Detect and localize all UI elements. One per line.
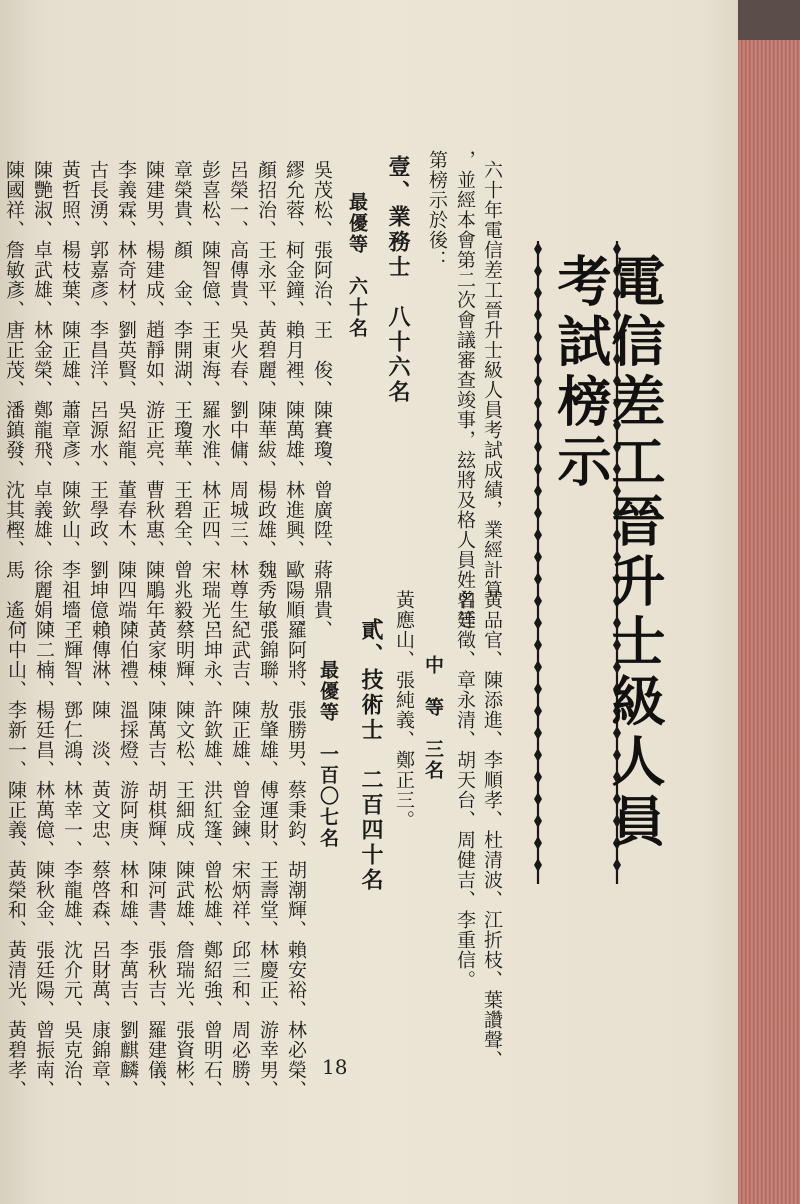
diamond-ornament [534, 528, 542, 542]
diamond-ornament [534, 770, 542, 784]
diamond-ornament [534, 418, 542, 432]
diamond-ornament [534, 550, 542, 564]
book-cover-corner [738, 0, 800, 40]
diamond-ornament [534, 660, 542, 674]
business-top-line-5: 彭喜松、陳智億、王東海、羅水淮、林正四、宋瑞光、 [199, 160, 221, 640]
technical-top-line-8: 賴傳淋、陳 淡、黃文忠、蔡啓森、呂財萬、康錦章、 [89, 620, 111, 1100]
business-top-line-10: 黃哲照、楊枝葉、陳正雄、蕭章彥、陳欽山、李祖墻。 [59, 160, 81, 640]
diamond-ornament [534, 682, 542, 696]
mid-rank-line-1: 黃應山、張純義、鄭正三。 [393, 590, 415, 830]
diamond-ornament [534, 352, 542, 366]
page-number: 18 [322, 1055, 348, 1079]
title-frame [530, 235, 667, 890]
business-top-label: 最優等 六十名 [346, 192, 368, 339]
diamond-ornament [534, 462, 542, 476]
business-good-line-2: 陳國祥、詹敏彥、唐正茂、潘鎮發、沈其樫、馬 遙、 [3, 160, 25, 640]
business-top-line-2: 繆允蓉、柯金鐘、賴月裡、陳萬雄、林進興、歐陽順、 [283, 160, 305, 640]
list-continued-line-2: 曾廷徵、章永清、胡天台、周健吉、李重信。 [454, 590, 476, 990]
business-top-line-9: 古長湧、郭嘉彥、李昌洋、呂源水、王學政、劉坤億、 [87, 160, 109, 640]
diamond-ornament [534, 704, 542, 718]
diamond-ornament [534, 506, 542, 520]
technical-top-line-6: 黃家棟、陳萬吉、胡棋輝、陳河書、張秋吉、羅建儀、 [145, 620, 167, 1100]
technical-top-line-5: 蔡明輝、陳文松、王細成、陳武雄、詹瑞光、張資彬、 [173, 620, 195, 1100]
technical-top-line-1: 羅阿將、張勝男、蔡秉鈞、胡潮輝、賴安裕、林必榮、 [285, 620, 307, 1100]
list-continued-line-1: 黃品官、陳添進、李順孝、杜清波、江折枝、葉讚聲、 [481, 590, 503, 1070]
mid-rank-label: 中 等 三名 [422, 655, 444, 781]
business-top-line-4: 呂榮一、高傳貴、吳火春、劉中傭、周城三、林尊生、 [227, 160, 249, 640]
intro-line-1: 六十年電信差工晉升士級人員考試成績，業經計算 [481, 160, 503, 600]
diamond-ornament [534, 858, 542, 872]
intro-line-3: 第榜示於後： [426, 150, 448, 270]
diamond-ornament [534, 286, 542, 300]
technical-top-line-10: 陳二楠、楊廷昌、林萬億、陳秋金、張廷陽、曾振南、 [33, 620, 55, 1100]
diamond-ornament [534, 638, 542, 652]
document-title: 電信差工晉升士級人員考試榜示 [549, 253, 667, 853]
technical-top-line-9: 王輝智、鄧仁鴻、林幸一、李龍雄、沈介元、吳克治、 [61, 620, 83, 1100]
diamond-ornament [534, 792, 542, 806]
business-good-line-1: 陳艷淑、卓武雄、林金榮、鄭龍飛、卓義雄、徐麗娟、 [31, 160, 53, 640]
technical-top-line-2: 張錦聯、敖肇雄、傅運財、王壽堂、林慶正、游幸男、 [257, 620, 279, 1100]
business-top-line-7: 陳建男、楊建成、趙靜如、游正亮、曹秋惠、陳鵰年、 [143, 160, 165, 640]
diamond-ornament [534, 814, 542, 828]
business-top-line-1: 吳茂松、張阿治、王 俊、陳賽瓊、曾廣陞、蔣鼎貴、 [311, 160, 333, 640]
diamond-ornament [534, 374, 542, 388]
technical-top-line-11: 何中山、李新一、陳正義、黃榮和、黃清光、黃碧孝、 [5, 620, 27, 1100]
intro-line-2: ，並經本會第二次會議審查竣事，玆將及格人員姓名等 [454, 150, 476, 630]
diamond-ornament [534, 242, 542, 256]
diamond-ornament [534, 836, 542, 850]
technical-top-label: 最優等 一百〇七名 [317, 660, 339, 849]
diamond-ornament [534, 572, 542, 586]
diamond-ornament [534, 308, 542, 322]
section-business-heading: 壹、業務士 八十六名 [385, 155, 411, 405]
business-top-line-6: 章榮貴、顏 金、李開湖、王瓊華、王碧全、曾兆毅、 [171, 160, 193, 640]
diamond-ornament [534, 748, 542, 762]
diamond-ornament [534, 330, 542, 344]
diamond-ornament [534, 440, 542, 454]
business-top-line-8: 李義霖、林奇材、劉英賢、吳紹龍、董春木、陳四端、 [115, 160, 137, 640]
diamond-ornament [534, 264, 542, 278]
section-technical-heading: 貳、技術士 二百四十名 [358, 618, 384, 893]
diamond-ornament [534, 396, 542, 410]
page-edge-stack [738, 0, 800, 1204]
diamond-ornament [534, 726, 542, 740]
diamond-ornament [534, 616, 542, 630]
diamond-ornament [534, 484, 542, 498]
technical-top-line-7: 陳伯禮、溫採燈、游阿庚、林和雄、李萬吉、劉麒麟、 [117, 620, 139, 1100]
technical-top-line-3: 紀武吉、陳正雄、曾金鍊、宋炳祥、邱三和、周必勝、 [229, 620, 251, 1100]
diamond-ornament [534, 594, 542, 608]
business-top-line-3: 顏招治、王永平、黃碧麗、陳華紱、楊政雄、魏秀敏、 [255, 160, 277, 640]
technical-top-line-4: 呂坤永、許欽雄、洪紅篷、曾松雄、鄭紹強、曾明石、 [201, 620, 223, 1100]
